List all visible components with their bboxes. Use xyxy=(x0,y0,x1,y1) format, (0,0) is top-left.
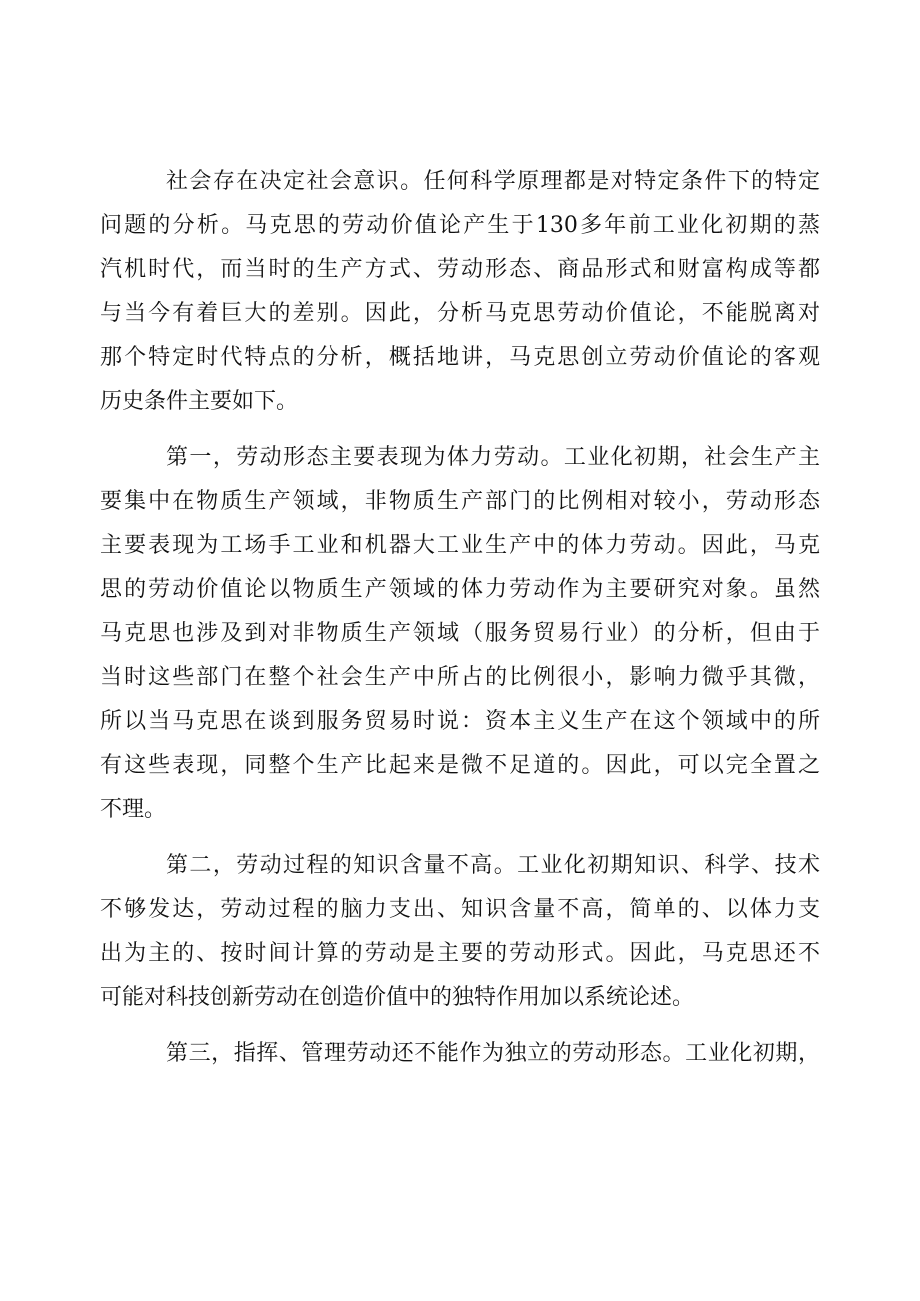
text-line: 主要表现为工场手工业和机器大工业生产中的体力劳动。因此，马克 xyxy=(100,533,820,558)
text-line: 不理。 xyxy=(100,797,167,822)
paragraph-1 xyxy=(100,160,820,424)
text-line: 马克思也涉及到对非物质生产领域（服务贸易行业）的分析，但由于 xyxy=(100,621,820,646)
text-line: 汽机时代，而当时的生产方式、劳动形态、商品形式和财富构成等都 xyxy=(100,257,820,282)
text-line: 第一，劳动形态主要表现为体力劳动。工业化初期，社会生产主 xyxy=(166,445,820,470)
text-line: 社会存在决定社会意识。任何科学原理都是对特定条件下的特定 xyxy=(166,169,820,194)
document-body xyxy=(100,160,820,1088)
text-line: 当时这些部门在整个社会生产中所占的比例很小，影响力微乎其微， xyxy=(100,665,820,690)
text-line: 历史条件主要如下。 xyxy=(100,389,299,414)
text-line: 出为主的、按时间计算的劳动是主要的劳动形式。因此，马克思还不 xyxy=(100,941,820,966)
text-line: 与当今有着巨大的差别。因此，分析马克思劳动价值论，不能脱离对 xyxy=(100,301,820,326)
text-line: 有这些表现，同整个生产比起来是微不足道的。因此，可以完全置之 xyxy=(100,753,820,778)
text-line: 问题的分析。马克思的劳动价值论产生于130多年前工业化初期的蒸 xyxy=(100,213,820,238)
text-line: 不够发达，劳动过程的脑力支出、知识含量不高，简单的、以体力支 xyxy=(100,897,820,922)
text-line: 那个特定时代特点的分析，概括地讲，马克思创立劳动价值论的客观 xyxy=(100,345,820,370)
text-line: 所以当马克思在谈到服务贸易时说：资本主义生产在这个领域中的所 xyxy=(100,709,820,734)
text-line: 第三，指挥、管理劳动还不能作为独立的劳动形态。工业化初期， xyxy=(166,1041,820,1066)
text-line: 思的劳动价值论以物质生产领域的体力劳动作为主要研究对象。虽然 xyxy=(100,577,820,602)
paragraph-2 xyxy=(100,436,820,832)
paragraph-4 xyxy=(100,1032,820,1076)
paragraph-3 xyxy=(100,844,820,1020)
text-line: 第二，劳动过程的知识含量不高。工业化初期知识、科学、技术 xyxy=(166,853,820,878)
text-line: 要集中在物质生产领域，非物质生产部门的比例相对较小，劳动形态 xyxy=(100,489,820,514)
text-line: 可能对科技创新劳动在创造价值中的独特作用加以系统论述。 xyxy=(100,985,695,1010)
